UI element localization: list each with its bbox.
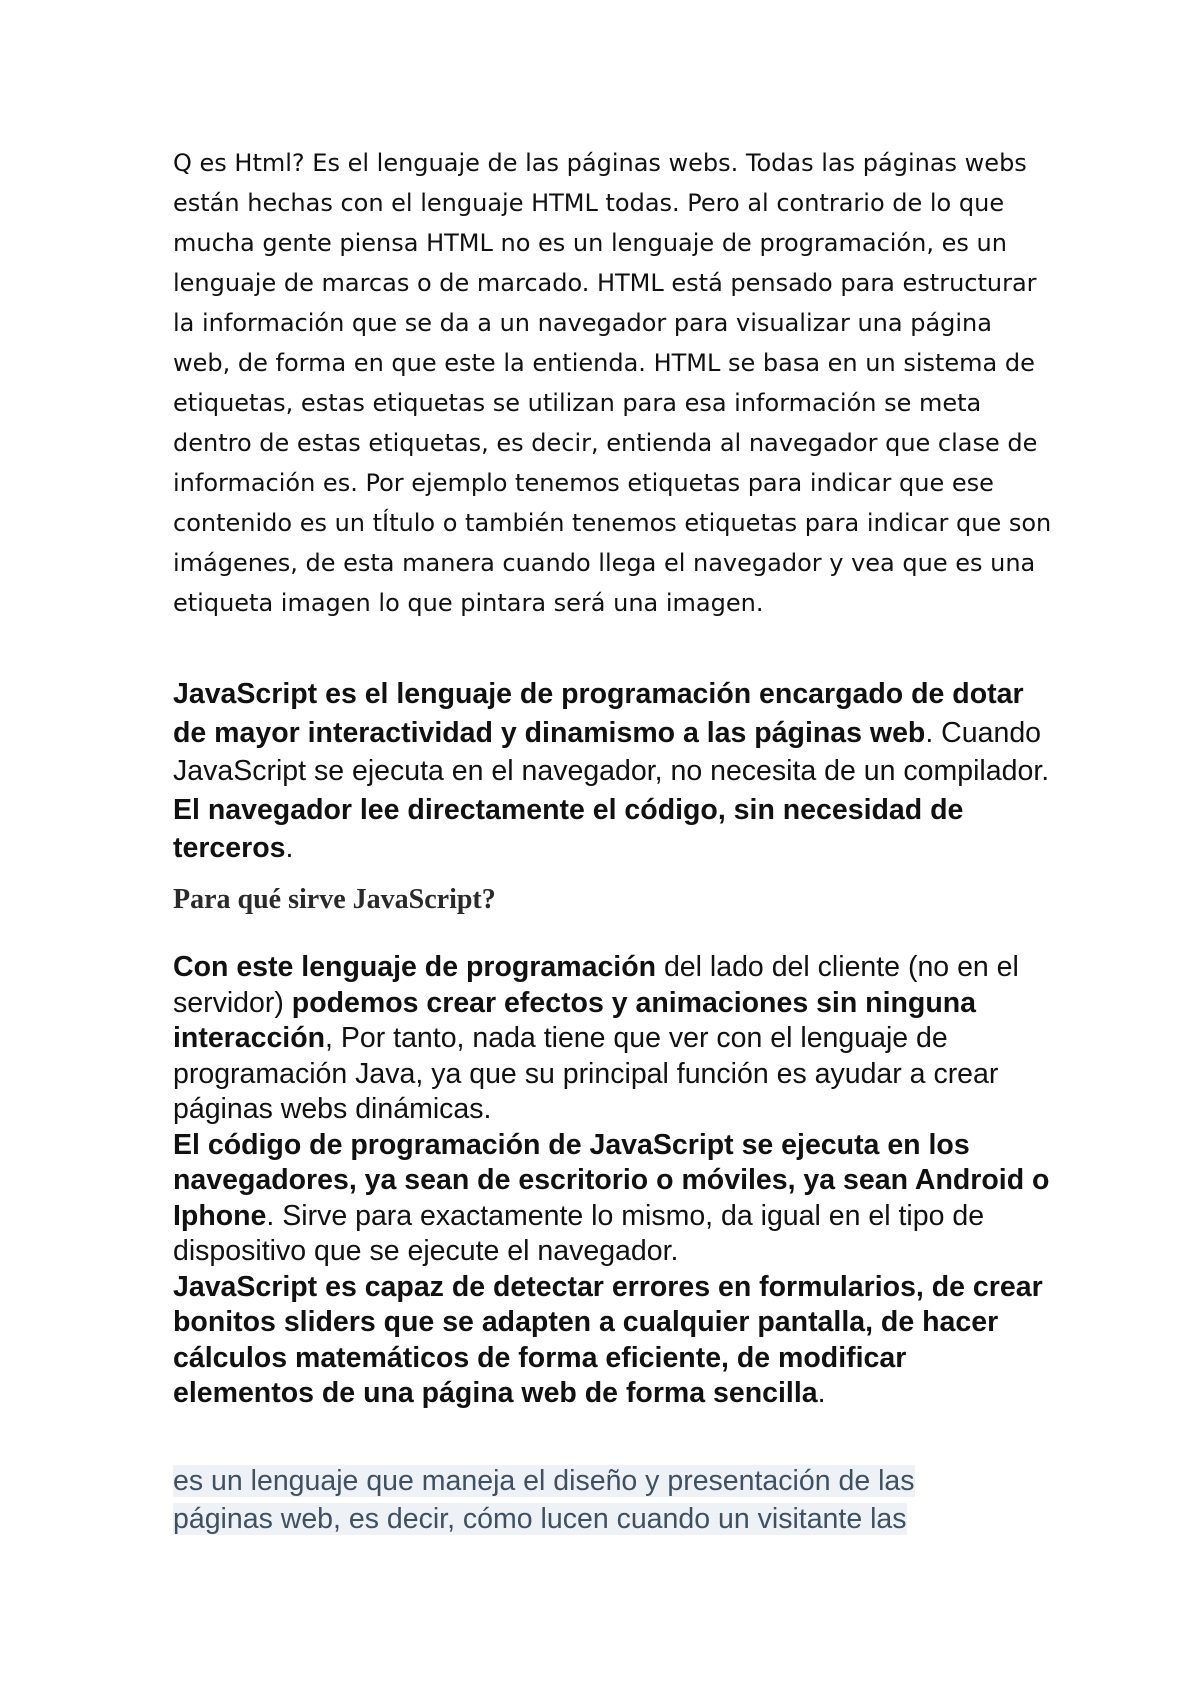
section-heading: Para qué sirve JavaScript?	[173, 884, 496, 915]
body-text: .	[817, 1377, 826, 1409]
paragraph-javascript-uses	[173, 950, 1053, 1412]
paragraph-css	[173, 1462, 1053, 1538]
body-text: . Sirve para exactamente lo mismo, da igual en el tipo de dispositivo que se ejecute el navegador.	[173, 1199, 985, 1267]
body-text: . Cuando JavaScript se ejecuta en el navegador, no necesita de un compilador.	[173, 716, 1050, 787]
paragraph-html: Q es Html? Es el lenguaje de las páginas webs. Todas las páginas webs están hechas con el lenguaje HTML todas. Pero al contrario de lo que mucha gente piensa HTML no es un lenguaje de programación, es un lenguaje de marcas o de marcado. HTML está pensado para estructurar la información que se da a un navegador para visualizar una página web, de forma en que este la entienda. HTML se basa en un sistema de etiquetas, estas etiquetas se utilizan para esa información se meta dentro de estas etiquetas, es decir, entienda al navegador que clase de información es. Por ejemplo tenemos etiquetas para indicar que ese contenido es un tÍtulo o también tenemos etiquetas para indicar que son imágenes, de esta manera cuando llega el navegador y vea que es una etiqueta imagen lo que pintara será una imagen.	[173, 149, 1052, 617]
body-text: .	[285, 832, 294, 864]
bold-text: JavaScript es capaz de detectar errores en formularios, de crear bonitos sliders que se adapten a cualquier pantalla, de hacer cálculos matemáticos de forma eficiente, de modificar elementos de una página web de forma sencilla	[173, 1270, 1043, 1409]
body-text: , Por tanto, nada tiene que ver con el lenguaje de programación Java, ya que su principal función es ayudar a crear páginas webs dinámicas.	[173, 1022, 999, 1125]
highlighted-line: páginas web, es decir, cómo lucen cuando un visitante las	[173, 1503, 907, 1535]
paragraph-javascript	[173, 675, 1053, 868]
bold-text: JavaScript es el lenguaje de programación encargado de dotar de mayor interactividad y dinamismo a las páginas web	[173, 678, 1024, 749]
bold-text: podemos crear efectos y animaciones sin ninguna interacción	[173, 986, 976, 1054]
bold-text: El código de programación de JavaScript se ejecuta en los navegadores, ya sean de escritorio o móviles, ya sean Android o Iphone	[173, 1128, 1050, 1232]
highlighted-line: es un lenguaje que maneja el diseño y presentación de las	[173, 1465, 915, 1497]
bold-text: Con este lenguaje de programación	[173, 951, 657, 983]
body-text: del lado del cliente (no en el servidor)	[173, 951, 1019, 1019]
bold-text: El navegador lee directamente el código, sin necesidad de terceros	[173, 793, 964, 864]
